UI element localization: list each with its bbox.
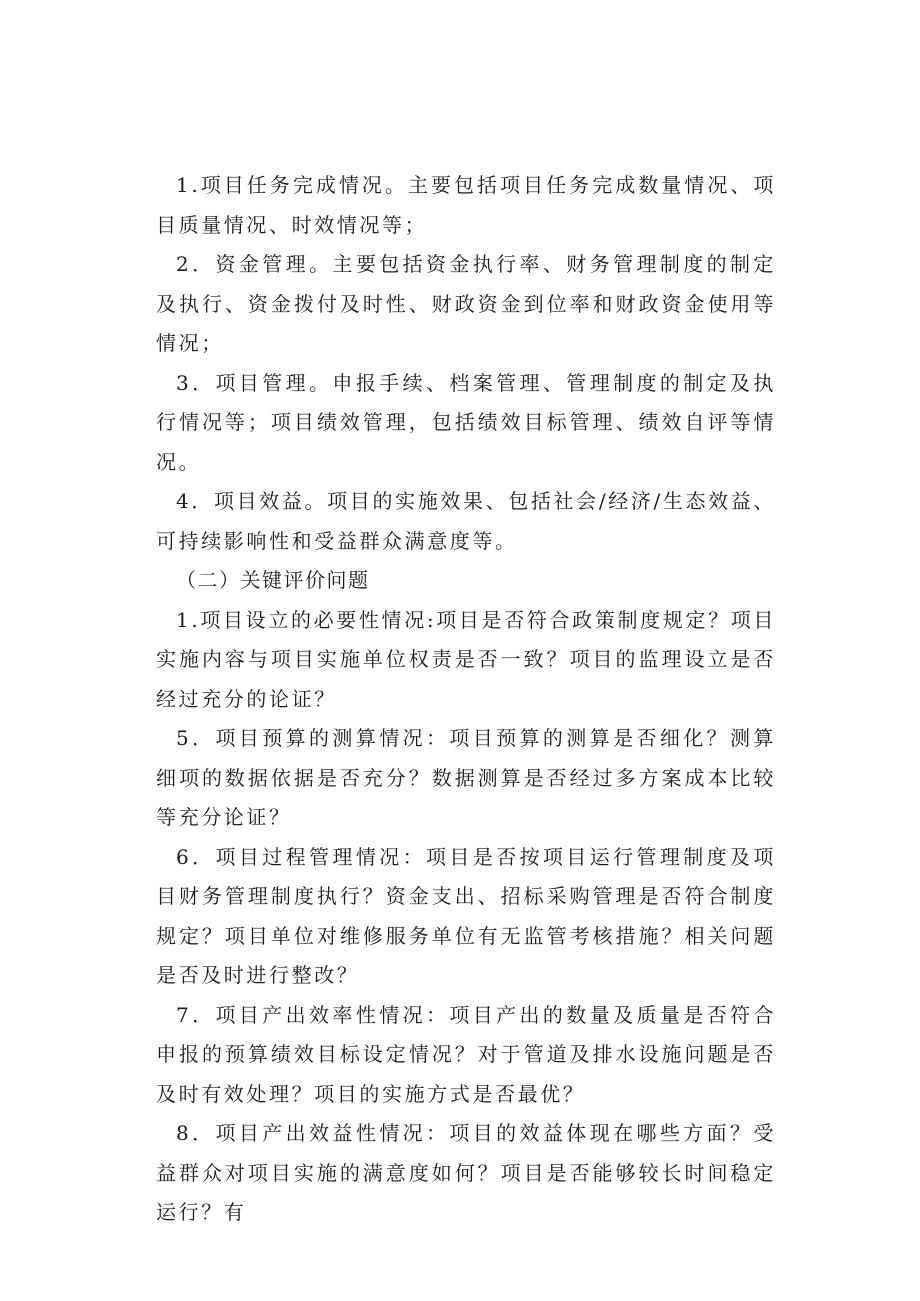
paragraph-project-management: 3．项目管理。申报手续、档案管理、管理制度的制定及执行情况等；项目绩效管理，包括绩效目标管理、绩效自评等情况。	[156, 370, 776, 474]
document-body	[156, 166, 776, 1233]
paragraph-output-efficiency: 7．项目产出效率性情况：项目产出的数量及质量是否符合申报的预算绩效目标设定情况？对于管道及排水设施问题是否及时有效处理？项目的实施方式是否最优？	[156, 1002, 776, 1106]
paragraph-necessity: 1.项目设立的必要性情况:项目是否符合政策制度规定？项目实施内容与项目实施单位权责是否一致？项目的监理设立是否经过充分的论证？	[156, 607, 776, 711]
paragraph-fund-management: 2．资金管理。主要包括资金执行率、财务管理制度的制定及执行、资金拨付及时性、财政资金到位率和财政资金使用等情况；	[156, 252, 776, 355]
paragraph-process-management: 6．项目过程管理情况：项目是否按项目运行管理制度及项目财务管理制度执行？资金支出、招标采购管理是否符合制度规定？项目单位对维修服务单位有无监管考核措施？相关问题是否及时进行整改？	[156, 844, 776, 987]
paragraph-output-benefit: 8．项目产出效益性情况：项目的效益体现在哪些方面？受益群众对项目实施的满意度如何？项目是否能够较长时间稳定运行？有	[156, 1121, 776, 1224]
section-heading-key-questions: （二）关键评价问题	[176, 568, 370, 592]
paragraph-project-benefit: 4．项目效益。项目的实施效果、包括社会/经济/生态效益、可持续影响性和受益群众满意度等。	[156, 489, 776, 553]
paragraph-task-completion: 1.项目任务完成情况。主要包括项目任务完成数量情况、项目质量情况、时效情况等；	[156, 173, 776, 237]
paragraph-budget-calculation: 5．项目预算的测算情况：项目预算的测算是否细化？测算细项的数据依据是否充分？数据测算是否经过多方案成本比较等充分论证？	[156, 726, 776, 829]
